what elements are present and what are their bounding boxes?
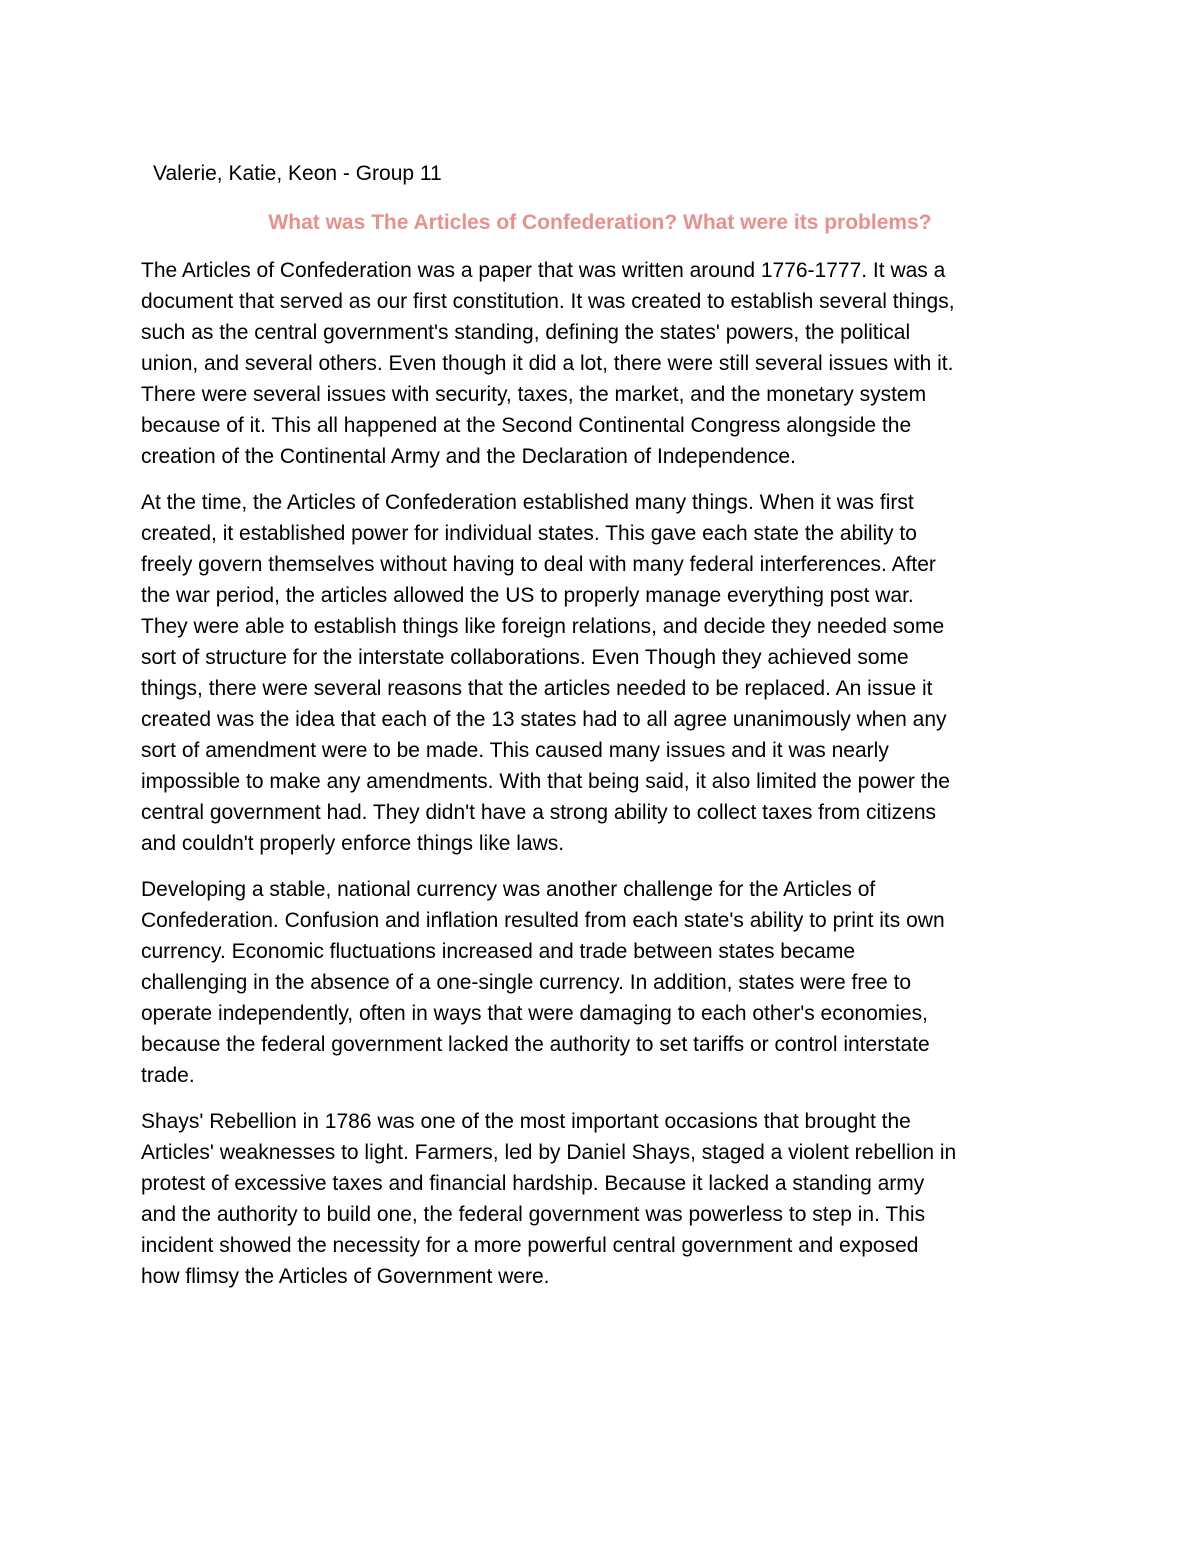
paragraph-1: [141, 255, 1071, 472]
paragraph-line: central government had. They didn't have a strong ability to collect taxes from citizens: [141, 801, 937, 824]
paragraph-line: sort of amendment were to be made. This caused many issues and it was nearly: [141, 739, 889, 762]
paragraph-line: the war period, the articles allowed the US to properly manage everything post war.: [141, 584, 914, 607]
paragraph-line: because the federal government lacked the authority to set tariffs or control interstate: [141, 1033, 930, 1056]
paragraph-line: freely govern themselves without having to deal with many federal interferences. After: [141, 553, 936, 576]
paragraph-line: operate independently, often in ways that were damaging to each other's economies,: [141, 1002, 928, 1025]
paragraph-line: union, and several others. Even though it did a lot, there were still several issues with it.: [141, 352, 954, 375]
document-title: What was The Articles of Confederation? What were its problems?: [268, 211, 932, 234]
paragraph-line: document that served as our first constitution. It was created to establish several things,: [141, 290, 955, 313]
authors-line: Valerie, Katie, Keon - Group 11: [153, 162, 442, 185]
paragraph-line: created, it established power for individual states. This gave each state the ability to: [141, 522, 917, 545]
paragraph-line: trade.: [141, 1064, 195, 1087]
paragraph-line: impossible to make any amendments. With that being said, it also limited the power the: [141, 770, 950, 793]
paragraph-line: Articles' weaknesses to light. Farmers, led by Daniel Shays, staged a violent rebellion in: [141, 1141, 957, 1164]
paragraph-line: They were able to establish things like foreign relations, and decide they needed some: [141, 615, 945, 638]
paragraph-line: how flimsy the Articles of Government were.: [141, 1265, 550, 1288]
paragraph-line: There were several issues with security, taxes, the market, and the monetary system: [141, 383, 927, 406]
paragraph-line: challenging in the absence of a one-single currency. In addition, states were free to: [141, 971, 912, 994]
paragraph-4: [141, 1106, 1071, 1292]
document-body: [141, 255, 1071, 1307]
paragraph-line: and couldn't properly enforce things like laws.: [141, 832, 565, 855]
paragraph-line: created was the idea that each of the 13 states had to all agree unanimously when any: [141, 708, 947, 731]
paragraph-line: things, there were several reasons that the articles needed to be replaced. An issue it: [141, 677, 933, 700]
paragraph-line: The Articles of Confederation was a paper that was written around 1776-1777. It was a: [141, 259, 946, 282]
paragraph-line: because of it. This all happened at the Second Continental Congress alongside the: [141, 414, 912, 437]
paragraph-line: At the time, the Articles of Confederation established many things. When it was first: [141, 491, 914, 514]
paragraph-2: [141, 487, 1071, 859]
paragraph-line: creation of the Continental Army and the Declaration of Independence.: [141, 445, 796, 468]
paragraph-3: [141, 874, 1071, 1091]
paragraph-line: sort of structure for the interstate collaborations. Even Though they achieved some: [141, 646, 909, 669]
paragraph-line: incident showed the necessity for a more powerful central government and exposed: [141, 1234, 919, 1257]
paragraph-line: protest of excessive taxes and financial hardship. Because it lacked a standing army: [141, 1172, 925, 1195]
paragraph-line: Developing a stable, national currency was another challenge for the Articles of: [141, 878, 876, 901]
paragraph-line: Confederation. Confusion and inflation resulted from each state's ability to print its own: [141, 909, 945, 932]
paragraph-line: currency. Economic fluctuations increased and trade between states became: [141, 940, 855, 963]
paragraph-line: Shays' Rebellion in 1786 was one of the most important occasions that brought the: [141, 1110, 911, 1133]
paragraph-line: and the authority to build one, the federal government was powerless to step in. This: [141, 1203, 926, 1226]
paragraph-line: such as the central government's standing, defining the states' powers, the political: [141, 321, 911, 344]
